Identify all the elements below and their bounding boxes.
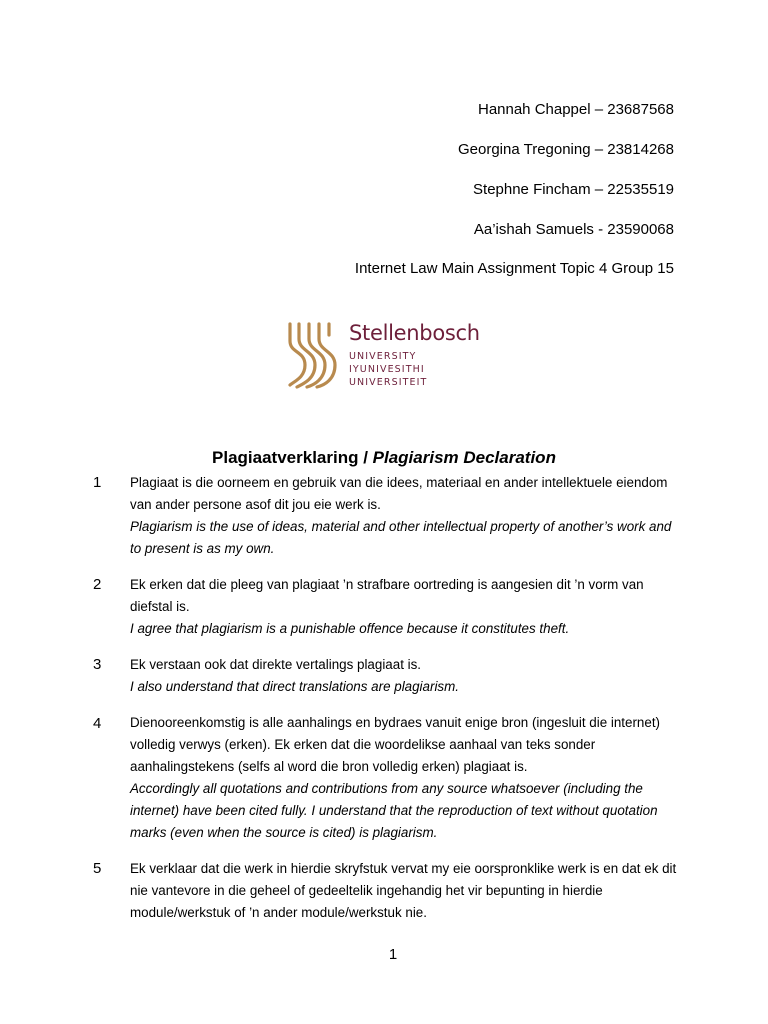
declaration-item: [130, 574, 678, 640]
item-text-afrikaans: Ek verstaan ook dat direkte vertalings plagiaat is.: [130, 657, 422, 672]
logo-line-university: UNIVERSITY: [349, 351, 417, 362]
declaration-heading: [0, 448, 768, 468]
item-text-afrikaans: Dienooreenkomstig is alle aanhalings en bydraes vanuit enige bron (ingesluit die internet) volledig verwys (erken). Ek erken dat die woordelikse aanhaal van teks sonder aanhalingstekens (selfs al word die bron volledig erken) plagiaat is.: [130, 715, 660, 774]
item-text-afrikaans: Ek erken dat die pleeg van plagiaat ’n strafbare oortreding is aangesien dit ’n vorm van diefstal is.: [130, 577, 644, 614]
declaration-item: [130, 472, 678, 560]
item-number: 2: [93, 576, 102, 593]
item-number: 3: [93, 656, 102, 673]
university-logo: [287, 321, 487, 391]
author-line: Hannah Chappel – 23687568: [477, 101, 674, 118]
page-number: 1: [388, 946, 398, 963]
author-line: Georgina Tregoning – 23814268: [457, 141, 674, 158]
item-number: 4: [93, 715, 102, 732]
item-text-english: Accordingly all quotations and contributions from any source whatsoever (including the internet) have been cited fully. I understand that the reproduction of text without quotation marks (even when the source is cited) is plagiarism.: [130, 781, 658, 840]
declaration-item: [130, 712, 678, 844]
university-crest-icon: [287, 321, 341, 389]
item-text-afrikaans: Ek verklaar dat die werk in hierdie skryfstuk vervat my eie oorspronklike werk is en dat ek dit nie vantevore in die geheel of gedeeltelik ingehandig het vir bepunting in hierdie module/werkstuk of ’n ander module/werkstuk nie.: [130, 861, 677, 920]
logo-wordmark: Stellenbosch: [349, 321, 480, 345]
item-text-english: Plagiarism is the use of ideas, material and other intellectual property of another’s work and to present is as my own.: [130, 519, 672, 556]
declaration-item: [130, 654, 678, 698]
item-text-english: I agree that plagiarism is a punishable offence because it constitutes theft.: [130, 621, 570, 636]
logo-line-universiteit: UNIVERSITEIT: [349, 377, 428, 388]
item-text-afrikaans: Plagiaat is die oorneem en gebruik van die idees, materiaal en ander intellektuele eiendom van ander persone asof dit jou eie werk is.: [130, 475, 668, 512]
heading-afrikaans: Plagiaatverklaring /: [212, 448, 373, 467]
item-number: 5: [93, 860, 102, 877]
declaration-item: [130, 858, 678, 924]
item-text-english: I also understand that direct translations are plagiarism.: [130, 679, 459, 694]
logo-line-iyunivesithi: IYUNIVESITHI: [349, 364, 425, 375]
assignment-title: Internet Law Main Assignment Topic 4 Group 15: [354, 260, 674, 277]
item-number: 1: [93, 474, 102, 491]
heading-english: Plagiarism Declaration: [372, 448, 556, 467]
author-line: Aa’ishah Samuels - 23590068: [473, 221, 674, 238]
author-line: Stephne Fincham – 22535519: [473, 181, 674, 198]
